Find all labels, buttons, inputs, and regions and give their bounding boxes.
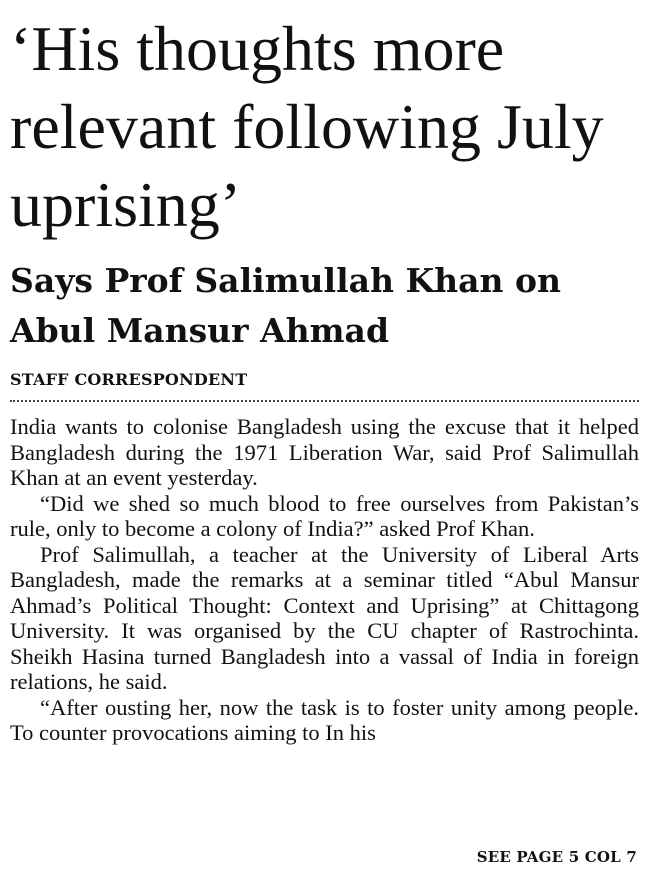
subheadline: Says Prof Salimullah Khan on Abul Mansur Ahmad xyxy=(10,261,562,350)
body-paragraph: “Did we shed so much blood to free ourselves from Pakistan’s rule, only to become a colony of India?” asked Prof Khan. xyxy=(10,490,639,541)
body-paragraph: “After ousting her, now the task is to foster unity among people. To counter provocations aiming to In his xyxy=(10,694,639,745)
headline: ‘His thoughts more relevant following July uprising’ xyxy=(10,13,604,240)
body-paragraph: Prof Salimullah, a teacher at the University of Liberal Arts Bangladesh, made the remarks at a seminar titled “Abul Mansur Ahmad’s Political Thought: Context and Uprising” at Chittagong University. It was organised by the CU chapter of Rastrochinta. Sheikh Hasina turned Bangladesh into a vassal of India in foreign relations, he said. xyxy=(10,541,639,694)
body-paragraph: India wants to colonise Bangladesh using the excuse that it helped Bangladesh during the 1971 Liberation War, said Prof Salimullah Khan at an event yesterday. xyxy=(10,414,639,490)
byline: STAFF CORRESPONDENT xyxy=(10,370,248,389)
continuation-note: SEE PAGE 5 COL 7 xyxy=(476,848,637,866)
dotted-divider xyxy=(10,400,639,402)
article-body xyxy=(10,414,639,746)
